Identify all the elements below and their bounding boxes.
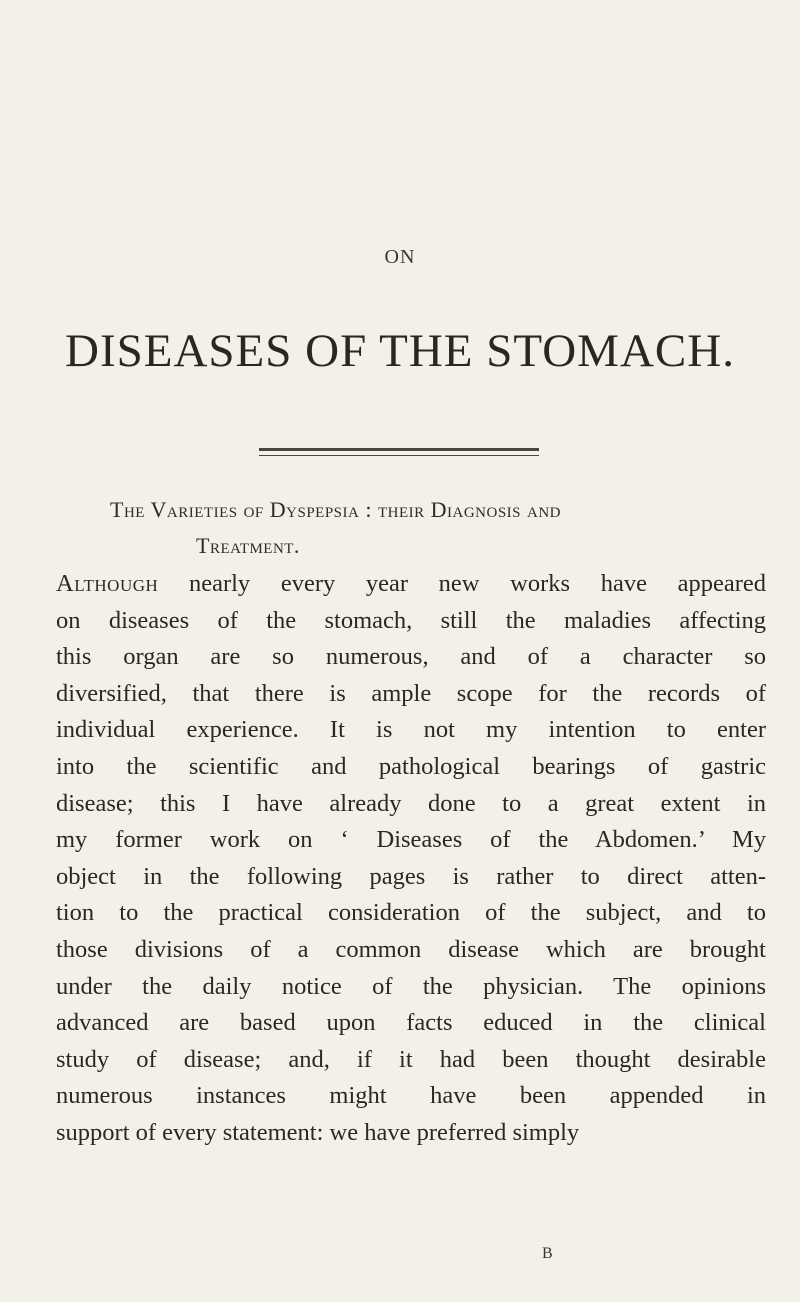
body-line: diversified, that there is ample scope for the records of xyxy=(56,679,766,707)
body-line: tion to the practical consideration of the subject, and to xyxy=(56,899,766,927)
body-line: advanced are based upon facts educed in the clinical xyxy=(56,1009,766,1037)
chapter-subtitle xyxy=(110,492,770,564)
page-title: DISEASES OF THE STOMACH. xyxy=(65,325,735,377)
body-line: on diseases of the stomach, still the maladies affecting xyxy=(56,606,766,634)
subtitle-line-2: Treatment. xyxy=(196,533,300,558)
body-line: my former work on ‘ Diseases of the Abdomen.’ My xyxy=(56,826,766,854)
body-line: those divisions of a common disease which are brought xyxy=(56,935,766,963)
body-paragraph xyxy=(56,566,766,1152)
signature-mark: B xyxy=(542,1245,553,1262)
body-line: support of every statement: we have preferred simply xyxy=(56,1118,580,1146)
title-rule-thin xyxy=(259,455,539,456)
body-line: disease; this I have already done to a great extent in xyxy=(56,789,766,817)
body-line: this organ are so numerous, and of a character so xyxy=(56,643,766,671)
pre-title: ON xyxy=(384,246,416,268)
body-line-text: nearly every year new works have appeared xyxy=(158,570,766,597)
opening-word: Although xyxy=(56,570,159,597)
body-line: under the daily notice of the physician. The opinions xyxy=(56,972,766,1000)
body-line: numerous instances might have been appended in xyxy=(56,1082,766,1110)
body-line: individual experience. It is not my intention to enter xyxy=(56,716,766,744)
title-rule-thick xyxy=(259,448,539,451)
subtitle-line-1: The Varieties of Dyspepsia : their Diagnosis and xyxy=(110,497,561,522)
body-line: object in the following pages is rather to direct atten- xyxy=(56,862,766,890)
body-line xyxy=(56,566,766,603)
body-line: into the scientific and pathological bearings of gastric xyxy=(56,752,766,780)
body-line: study of disease; and, if it had been thought desirable xyxy=(56,1045,766,1073)
